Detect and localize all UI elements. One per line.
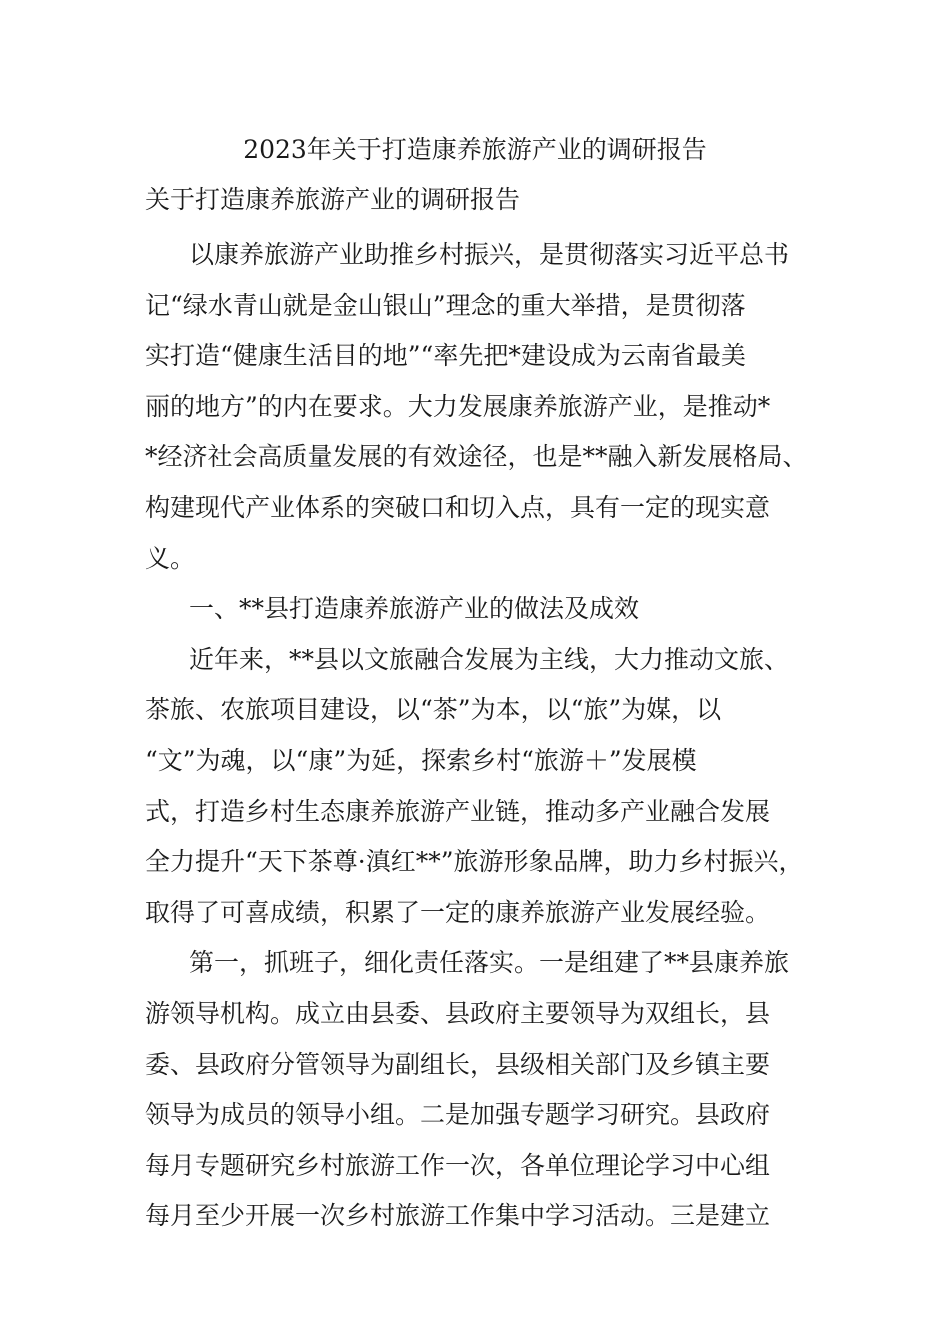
- document-body: [145, 230, 835, 1242]
- text-line: 记“绿水青山就是金山银山”理念的重大举措，是贯彻落: [145, 290, 746, 320]
- text-line: 构建现代产业体系的突破口和切入点，具有一定的现实意: [145, 492, 771, 522]
- text-line: 游领导机构。成立由县委、县政府主要领导为双组长，县: [145, 998, 771, 1028]
- text-line: 近年来，**县以文旅融合发展为主线，大力推动文旅、: [189, 644, 790, 674]
- document-subtitle: 关于打造康养旅游产业的调研报告: [145, 185, 521, 214]
- text-line: 丽的地方”的内在要求。大力发展康养旅游产业，是推动*: [145, 391, 771, 421]
- text-line: *经济社会高质量发展的有效途径，也是**融入新发展格局、: [145, 442, 808, 472]
- text-line: 义。: [145, 543, 196, 573]
- text-line: 领导为成员的领导小组。二是加强专题学习研究。县政府: [145, 1100, 771, 1130]
- text-line: 每月专题研究乡村旅游工作一次，各单位理论学习中心组: [145, 1150, 771, 1180]
- text-line: 委、县政府分管领导为副组长，县级相关部门及乡镇主要: [145, 1049, 771, 1079]
- text-line: 全力提升“天下茶尊·滇红**”旅游形象品牌，助力乡村振兴，: [145, 847, 804, 877]
- document-title: 2023年关于打造康养旅游产业的调研报告: [243, 135, 707, 164]
- text-line: “文”为魂，以“康”为延，探索乡村“旅游＋”发展模: [145, 745, 697, 775]
- text-line: 第一，抓班子，细化责任落实。一是组建了**县康养旅: [189, 948, 790, 978]
- text-line: 实打造“健康生活目的地”“率先把*建设成为云南省最美: [145, 341, 746, 371]
- text-line: 取得了可喜成绩，积累了一定的康养旅游产业发展经验。: [145, 897, 771, 927]
- text-line: 每月至少开展一次乡村旅游工作集中学习活动。三是建立: [145, 1201, 771, 1231]
- text-line: 式，打造乡村生态康养旅游产业链，推动多产业融合发展: [145, 796, 771, 826]
- text-line: 一、**县打造康养旅游产业的做法及成效: [189, 594, 640, 624]
- text-line: 茶旅、农旅项目建设，以“茶”为本，以“旅”为媒，以: [145, 695, 722, 725]
- text-line: 以康养旅游产业助推乡村振兴，是贯彻落实习近平总书: [189, 240, 790, 269]
